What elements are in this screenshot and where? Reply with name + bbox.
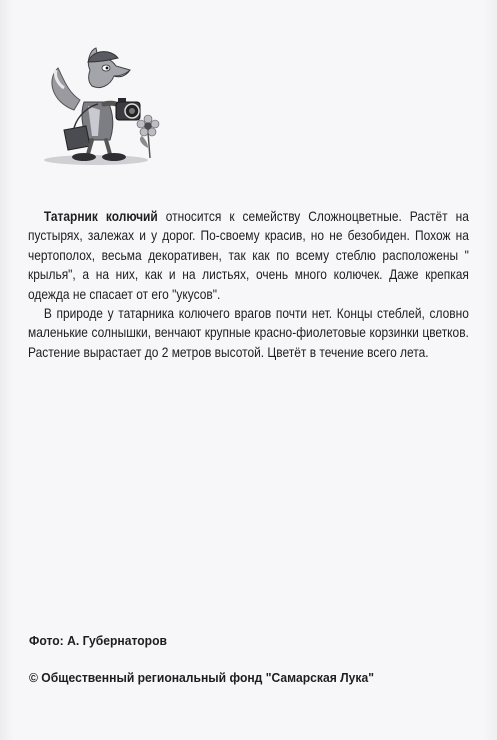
plant-name: Татарник колючий [43,209,158,224]
article-paragraph-2: В природе у татарника колючего врагов почти нет. Концы стеблей, словно маленькие солнышки, венчают крупные красно-фиолетовые корзинки цветков. Растение вырастает до 2 метров высотой. Цветёт в течение всего лета. [28,306,469,360]
article-text [28,207,469,362]
paragraph-1-text: относится к семейству Сложноцветные. Растёт на пустырях, залежах и у дорог. По-своему красив, но не безобиден. Похож на чертополох, весьма декоративен, так как по всему стеблю расположены " крылья", а на них, как и на листьях, очень много колючек. Даже крепкая одежда не спасает от его "укусов". [28,209,469,302]
fox-photographer-icon [34,40,164,170]
copyright-notice: © Общественный региональный фонд "Самарская Лука" [29,670,374,685]
photo-credit: Фото: А. Губернаторов [29,633,167,648]
article-paragraph-1 [28,207,469,304]
